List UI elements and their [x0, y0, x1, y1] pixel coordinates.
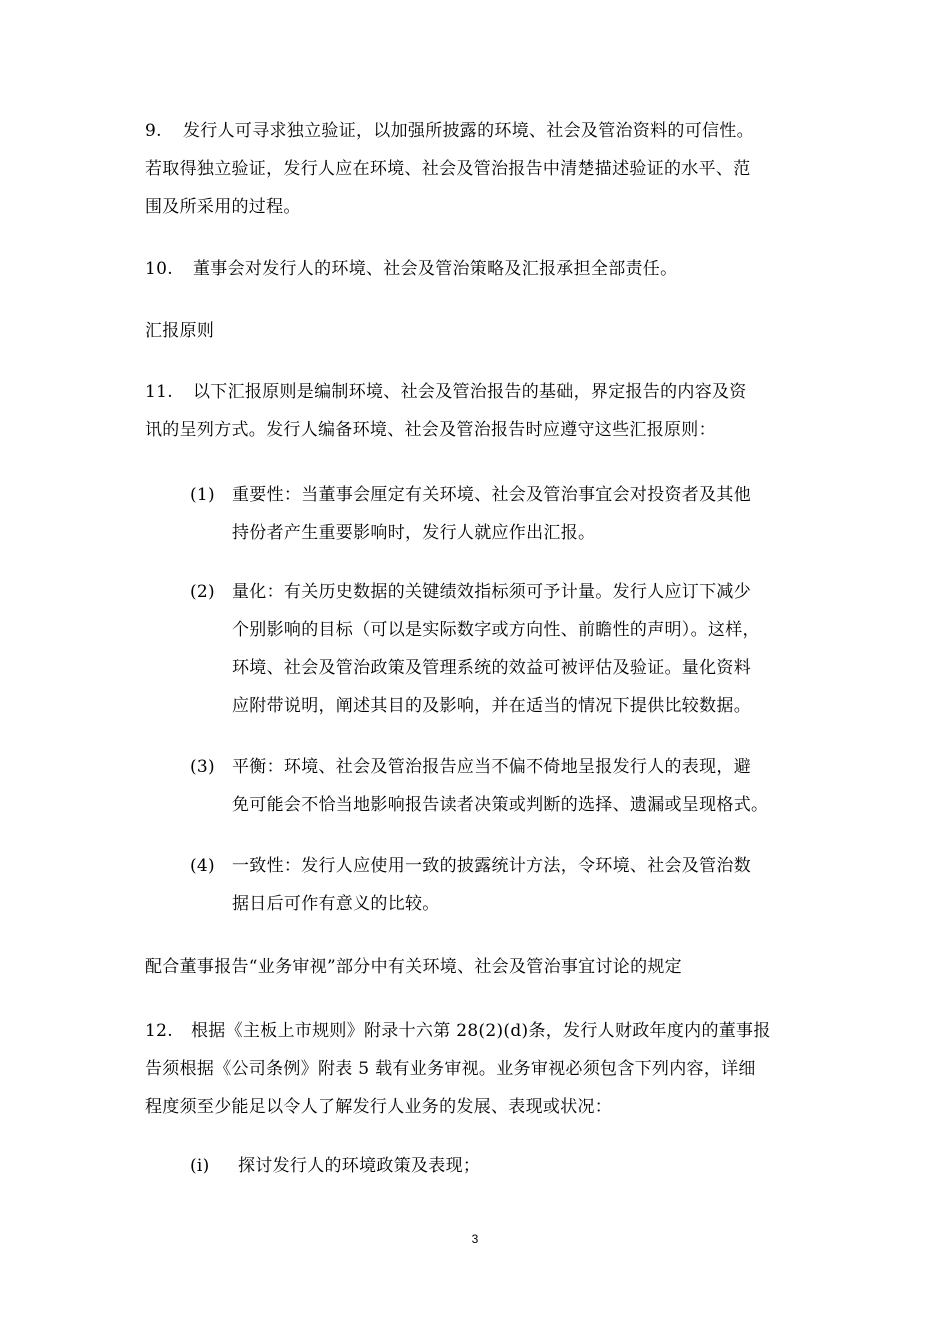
item-line: 环境、社会及管治政策及管理系统的效益可被评估及验证。量化资料 — [232, 658, 751, 678]
paragraph-number: 10. — [145, 259, 173, 279]
item-line: 量化：有关历史数据的关键绩效指标须可予计量。发行人应订下减少 — [232, 582, 751, 602]
paragraph-line: 以下汇报原则是编制环境、社会及管治报告的基础，界定报告的内容及资 — [193, 382, 747, 402]
paragraph-line: 告须根据《公司条例》附表 5 载有业务审视。业务审视必须包含下列内容，详细 — [145, 1059, 756, 1079]
section-heading-reporting-principles: 汇报原则 — [145, 321, 215, 341]
paragraph-number: 11. — [145, 382, 173, 402]
item-line: 据日后可作有意义的比较。 — [232, 894, 440, 914]
item-marker: (4) — [190, 856, 215, 876]
item-line: 平衡：环境、社会及管治报告应当不偏不倚地呈报发行人的表现，避 — [232, 757, 751, 777]
item-line: 重要性：当董事会厘定有关环境、社会及管治事宜会对投资者及其他 — [232, 485, 751, 505]
paragraph-12 — [145, 1012, 771, 1126]
paragraph-number: 9. — [145, 121, 162, 141]
paragraph-number: 12. — [145, 1021, 173, 1041]
item-line: 一致性：发行人应使用一致的披露统计方法，令环境、社会及管治数 — [232, 856, 751, 876]
paragraph-9 — [145, 112, 754, 226]
item-line: 应附带说明，阐述其目的及影响，并在适当的情况下提供比较数据。 — [232, 696, 751, 716]
paragraph-line: 讯的呈列方式。发行人编备环境、社会及管治报告时应遵守这些汇报原则： — [145, 420, 716, 440]
item-marker: (2) — [190, 582, 215, 602]
item-line: 免可能会不恰当地影响报告读者决策或判断的选择、遗漏或呈现格式。 — [232, 795, 769, 815]
section-heading-business-review: 配合董事报告“业务审视”部分中有关环境、社会及管治事宜讨论的规定 — [145, 957, 682, 977]
paragraph-line: 程度须至少能足以令人了解发行人业务的发展、表现或状况： — [145, 1097, 613, 1117]
item-marker: (i) — [190, 1156, 210, 1176]
paragraph-11 — [145, 373, 747, 449]
item-line: 持份者产生重要影响时，发行人就应作出汇报。 — [232, 523, 596, 543]
paragraph-line: 若取得独立验证，发行人应在环境、社会及管治报告中清楚描述验证的水平、范 — [145, 159, 751, 179]
paragraph-line: 发行人可寻求独立验证，以加强所披露的环境、社会及管治资料的可信性。 — [183, 121, 754, 141]
paragraph-10 — [145, 250, 677, 288]
item-line: 探讨发行人的环境政策及表现； — [238, 1156, 481, 1176]
item-marker: (1) — [190, 485, 215, 505]
paragraph-line: 根据《主板上市规则》附录十六第 28(2)(d)条，发行人财政年度内的董事报 — [191, 1021, 771, 1041]
item-line: 个别影响的目标（可以是实际数字或方向性、前瞻性的声明）。这样， — [232, 620, 760, 640]
item-marker: (3) — [190, 757, 215, 777]
paragraph-text: 董事会对发行人的环境、社会及管治策略及汇报承担全部责任。 — [193, 259, 678, 279]
paragraph-line: 围及所采用的过程。 — [145, 197, 301, 217]
page-number: 3 — [471, 1232, 479, 1246]
